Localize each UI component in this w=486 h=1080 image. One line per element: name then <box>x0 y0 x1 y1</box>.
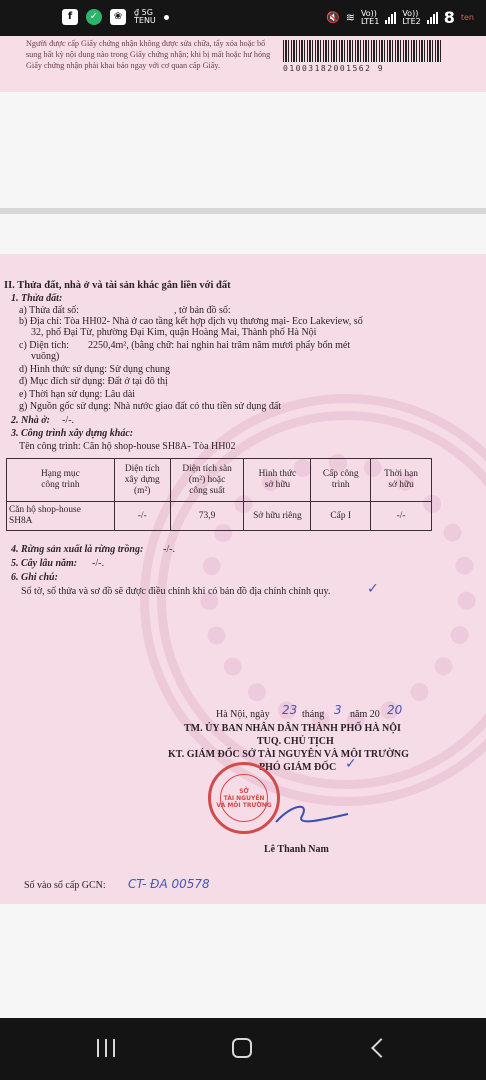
page-gap <box>0 92 486 210</box>
zalo-icon: ✓ <box>86 9 102 25</box>
recent-apps-icon <box>97 1039 115 1057</box>
page-gap <box>0 214 486 254</box>
sim2-signal-icon <box>427 12 438 24</box>
date-month-label: tháng <box>302 709 325 720</box>
home-icon <box>232 1038 252 1058</box>
status-bar <box>0 0 486 36</box>
checkmark-icon: ✓ <box>345 756 357 772</box>
signature-icon <box>272 800 352 830</box>
status-left <box>62 9 169 25</box>
date-year-label: năm 20 <box>350 709 380 720</box>
seal-inner <box>216 774 272 822</box>
date-month: 3 <box>334 703 342 717</box>
forest-heading: 4. Rừng sản xuất là rừng trồng: <box>11 544 144 555</box>
section-title: II. Thửa đất, nhà ở và tài sản khác gắn liền với đất <box>4 280 231 291</box>
notification-dot-icon <box>164 15 169 20</box>
table-header: Diện tích xây dựng (m²) <box>114 459 170 502</box>
seal-text: SỞ TÀI NGUYÊN VÀ MÔI TRƯỜNG <box>216 787 272 809</box>
barcode-number: 01003182001562 9 <box>283 64 385 73</box>
land-usage-form: d) Hình thức sử dụng: Sử dụng chung <box>19 364 170 375</box>
forest-value: -/-. <box>163 544 175 555</box>
signer-name: Lê Thanh Nam <box>264 844 329 855</box>
date-day: 23 <box>282 703 298 717</box>
note-heading: 6. Ghi chú: <box>11 572 58 583</box>
land-usage-purpose: đ) Mục đích sử dụng: Đất ở tại đô thị <box>19 376 168 387</box>
land-area-line2: vuông) <box>31 351 60 362</box>
authority-line4: PHÓ GIÁM ĐỐC <box>259 762 337 773</box>
land-address-line1: b) Địa chỉ: Tòa HH02- Nhà ở cao tầng kết hợp dịch vụ thương mại- Eco Lakeview, số <box>19 316 363 327</box>
table-cell: Cấp I <box>311 502 371 531</box>
note-text: Số tờ, số thửa và sơ đồ sẽ được điều chỉnh khi có bản đồ địa chính chính quy. <box>21 586 331 597</box>
back-icon <box>371 1038 391 1058</box>
barcode <box>283 40 443 62</box>
table-header: Cấp công trình <box>311 459 371 502</box>
perennial-value: -/-. <box>92 558 104 569</box>
network-speed-label: ₫ 5G TENU <box>134 8 156 25</box>
land-parcel-number: a) Thửa đất số: <box>19 305 79 316</box>
table-cell: Sở hữu riêng <box>244 502 311 531</box>
table-cell: 73,9 <box>170 502 244 531</box>
back-button[interactable] <box>348 1030 408 1066</box>
land-area-label: c) Diện tích: <box>19 340 69 351</box>
perennial-heading: 5. Cây lâu năm: <box>11 558 78 569</box>
wifi-icon: ≋ <box>345 11 355 24</box>
previous-page <box>0 36 486 92</box>
table-cell: -/- <box>371 502 432 531</box>
mute-icon: 🔇 <box>326 11 340 24</box>
table-row <box>7 502 432 531</box>
battery-text: ten <box>460 12 474 22</box>
sim1-label: Vo)) LTE1 <box>360 8 380 26</box>
table-header: Hạng mục công trình <box>7 459 115 502</box>
app-icon: ❀ <box>110 9 126 25</box>
table-header: Diện tích sàn (m²) hoặc công suất <box>170 459 244 502</box>
table-cell: -/- <box>114 502 170 531</box>
date-year: 20 <box>387 703 403 717</box>
works-name: Tên công trình: Căn hộ shop-house SH8A- Tòa HH02 <box>19 441 236 452</box>
page-gap <box>0 904 486 1018</box>
battery-number: 8 <box>443 8 455 27</box>
land-heading: 1. Thửa đất: <box>11 293 63 304</box>
official-seal <box>208 762 280 834</box>
facebook-icon: f <box>62 9 78 25</box>
authority-line2: TUQ. CHỦ TỊCH <box>257 736 334 747</box>
table-cell: Căn hộ shop-house SH8A <box>7 502 115 531</box>
authority-line1: TM. ỦY BAN NHÂN DÂN THÀNH PHỐ HÀ NỘI <box>184 723 401 734</box>
works-heading: 3. Công trình xây dựng khác: <box>11 428 134 439</box>
certificate-page <box>0 254 486 904</box>
house-value: -/-. <box>62 415 74 426</box>
status-right <box>326 8 474 27</box>
date-prefix: Hà Nội, ngày <box>216 709 270 720</box>
navigation-bar <box>0 1018 486 1080</box>
land-usage-origin: g) Nguồn gốc sử dụng: Nhà nước giao đất có thu tiền sử dụng đất <box>19 401 282 412</box>
sim2-label: Vo)) LTE2 <box>402 8 421 26</box>
land-usage-term: e) Thời hạn sử dụng: Lâu dài <box>19 389 136 400</box>
authority-line3: KT. GIÁM ĐỐC SỞ TÀI NGUYÊN VÀ MÔI TRƯỜNG <box>168 749 409 760</box>
table-header: Thời hạn sở hữu <box>371 459 432 502</box>
table-header-row <box>7 459 432 502</box>
registry-label: Số vào sổ cấp GCN: <box>24 880 106 891</box>
house-heading: 2. Nhà ở: <box>11 415 50 426</box>
land-address-line2: 32, phố Đại Từ, phường Đại Kim, quận Hoàng Mai, Thành phố Hà Nội <box>31 327 317 338</box>
table-header: Hình thức sở hữu <box>244 459 311 502</box>
works-table <box>6 458 432 531</box>
land-area-value: 2250,4m², (bằng chữ: hai nghìn hai trăm năm mươi phẩy bốn mét <box>88 340 351 351</box>
checkmark-icon: ✓ <box>367 581 379 597</box>
recent-apps-button[interactable] <box>76 1030 136 1066</box>
registry-value: CT- ĐA 00578 <box>128 877 210 891</box>
home-button[interactable] <box>212 1030 272 1066</box>
sim1-signal-icon <box>385 12 396 24</box>
warning-text: Người được cấp Giấy chứng nhận không được sửa chữa, tẩy xóa hoặc bổ sung bất kỳ nội dung nào trong Giấy chứng nhận; khi bị mất hoặc hư hỏng Giấy chứng nhận phải khai báo ngay với cơ quan cấp Giấy. <box>26 39 271 70</box>
land-map-sheet: , tờ bản đồ số: <box>174 305 231 316</box>
